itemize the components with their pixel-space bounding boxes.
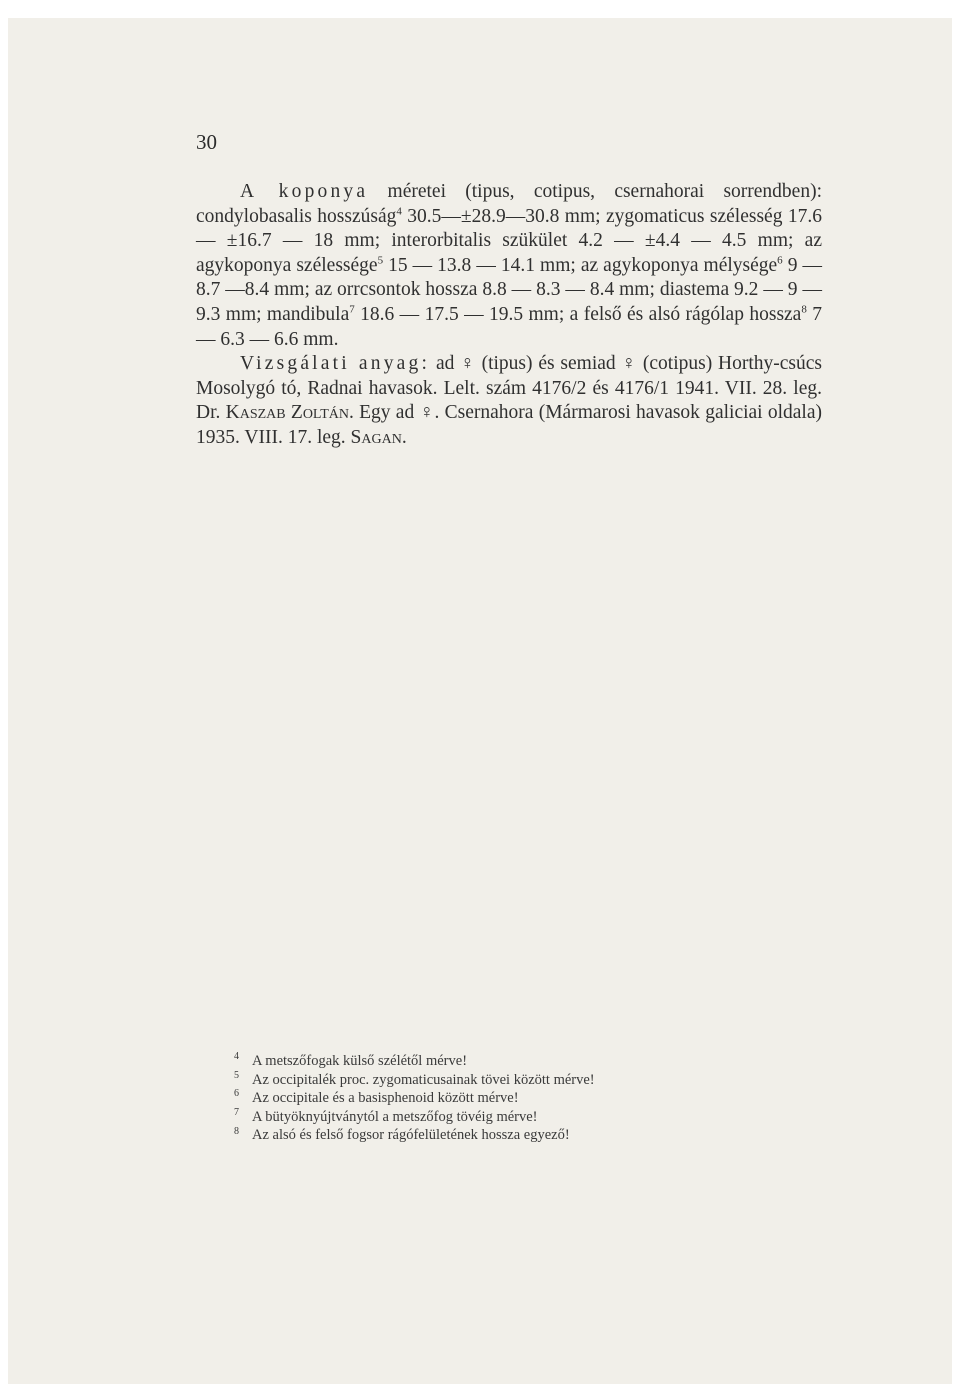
footnote: 8 Az alsó és felső fogsor rágófelületének hossza egyező! bbox=[234, 1125, 570, 1144]
footnote: 7 A bütyöknyújtványtól a metszőfog tövéig mérve! bbox=[234, 1106, 538, 1125]
text-segment: 9 — 8.7 —8.4 mm; az orrcsontok hossza 8.8 — 8.3 — 8.4 mm; diastema 9.2 — 9 — 9.3 mm; mandibula bbox=[196, 254, 822, 325]
footnote-ref: 5 bbox=[377, 254, 384, 267]
text-segment: 18.6 — 17.5 — 19.5 mm; a felső és alsó rágólap hossza bbox=[354, 303, 802, 325]
footnote-ref: 7 bbox=[349, 303, 355, 316]
footnote-ref: 4 bbox=[396, 205, 402, 218]
footnote-text: Az alsó és felső fogsor rágófelületének hossza egyező! bbox=[252, 1127, 570, 1144]
footnote: 6 Az occipitale és a basisphenoid között mérve! bbox=[234, 1088, 519, 1107]
collector-name: Sagan bbox=[350, 426, 402, 448]
footnote-ref: 8 bbox=[801, 303, 807, 316]
spaced-heading: Vizsgálati anyag: bbox=[240, 353, 431, 375]
footnote-ref: 6 bbox=[777, 254, 783, 267]
footnote-text: Az occipitale és a basisphenoid között mérve! bbox=[252, 1090, 519, 1107]
paragraph-skull-measurements bbox=[196, 180, 822, 352]
text-segment: méretei (tipus, cotipus, csernahorai sorrendben): condylobasalis hosszúság bbox=[196, 181, 823, 227]
footnote-text: A metszőfogak külső szélétől mérve! bbox=[252, 1053, 468, 1069]
collector-name: Kaszab Zoltán bbox=[225, 402, 349, 424]
page-number: 30 bbox=[196, 130, 217, 154]
text-segment: 30.5—±28.9—30.8 mm; zygomaticus szélesség 17.6 — ±16.7 — 18 mm; interorbitalis szükület 4.2 — ±4.4 — 4.5 mm; az agykoponya szélessége bbox=[196, 205, 822, 276]
footnote-text: Az occipitalék proc. zygomaticusainak tövei között mérve! bbox=[252, 1071, 595, 1088]
document-page bbox=[8, 18, 952, 1384]
paragraph-examined-material bbox=[196, 352, 822, 450]
spaced-heading: A koponya bbox=[240, 181, 369, 202]
footnote-text: A bütyöknyújtványtól a metszőfog tövéig mérve! bbox=[252, 1108, 538, 1125]
footnote: 4 A metszőfogak külső szélétől mérve! bbox=[234, 1051, 468, 1069]
text-segment: . Egy ad ♀. Csernahora (Mármarosi havasok galiciai oldala) 1935. VIII. 17. leg. bbox=[196, 402, 823, 448]
text-segment: . bbox=[401, 426, 407, 448]
text-segment: ad ♀ (tipus) és semiad ♀ (cotipus) Horthy-csúcs Mosolygó tó, Radnai havasok. Lelt. szám 4176/2 és 4176/1 1941. VII. 28. leg. Dr. bbox=[196, 353, 823, 424]
body-text bbox=[196, 180, 822, 451]
footnote: 5 Az occipitalék proc. zygomaticusainak tövei között mérve! bbox=[234, 1069, 595, 1088]
text-segment: 7 — 6.3 — 6.6 mm. bbox=[196, 303, 822, 350]
footnotes bbox=[234, 1052, 754, 1145]
text-segment: 15 — 13.8 — 14.1 mm; az agykoponya mélysége bbox=[383, 254, 778, 276]
